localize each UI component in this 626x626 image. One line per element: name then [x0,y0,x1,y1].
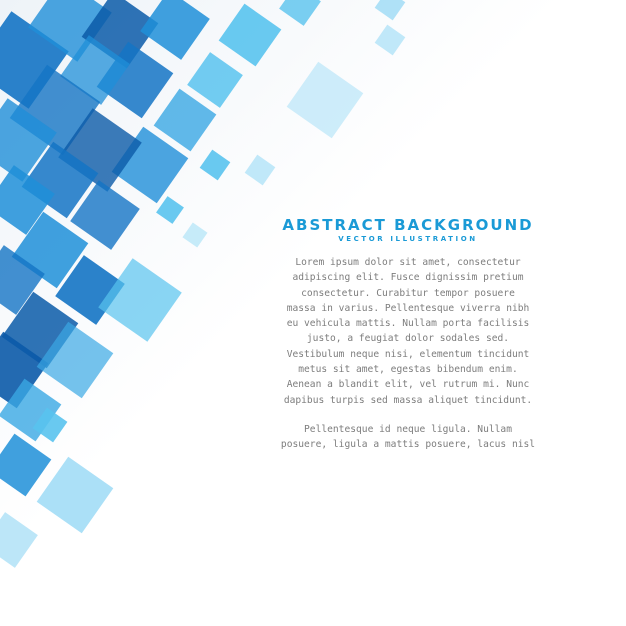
decorative-square [0,434,51,497]
decorative-square [37,457,114,534]
decorative-square [0,512,38,568]
headline: ABSTRACT BACKGROUND [282,216,534,234]
text-line: eu vehicula mattis. Nullam porta facilisis [286,318,530,330]
decorative-square [187,52,243,108]
subheadline: VECTOR ILLUSTRATION [338,235,478,243]
text-line: posuere, ligula a mattis posuere, lacus nisl [280,439,536,451]
text-line: Pellentesque id neque ligula. Nullam [304,424,512,435]
body-paragraph-1 [276,255,540,408]
body-paragraph-2 [276,422,540,453]
decorative-square [287,62,364,139]
text-line: consectetur. Curabitur tempor posuere [301,287,515,299]
decorative-square [156,196,184,224]
text-line: justo, a feugiat dolor sodales sed. [306,333,510,345]
decorative-square [200,150,231,181]
decorative-square [219,4,282,67]
decorative-square [245,155,276,186]
decorative-square [279,0,321,26]
decorative-square [375,0,406,20]
text-line: Vestibulum neque nisi, elementum tincidunt [286,348,530,360]
decorative-square [375,25,406,56]
decorative-square [182,222,207,247]
text-line: adipiscing elit. Fusce dignissim pretium [292,272,524,284]
text-line: massa in varius. Pellentesque viverra nibh [286,302,530,314]
decorative-square [98,258,182,342]
text-line: Aenean a blandit elit, vel rutrum mi. Nunc [286,379,530,391]
text-line: Lorem ipsum dolor sit amet, consectetur [295,257,521,268]
text-line: dapibus turpis sed massa aliquet tincidunt. [283,394,533,406]
text-line: metus sit amet, egestas bibendum enim. [298,364,518,376]
decorative-square [140,0,210,60]
